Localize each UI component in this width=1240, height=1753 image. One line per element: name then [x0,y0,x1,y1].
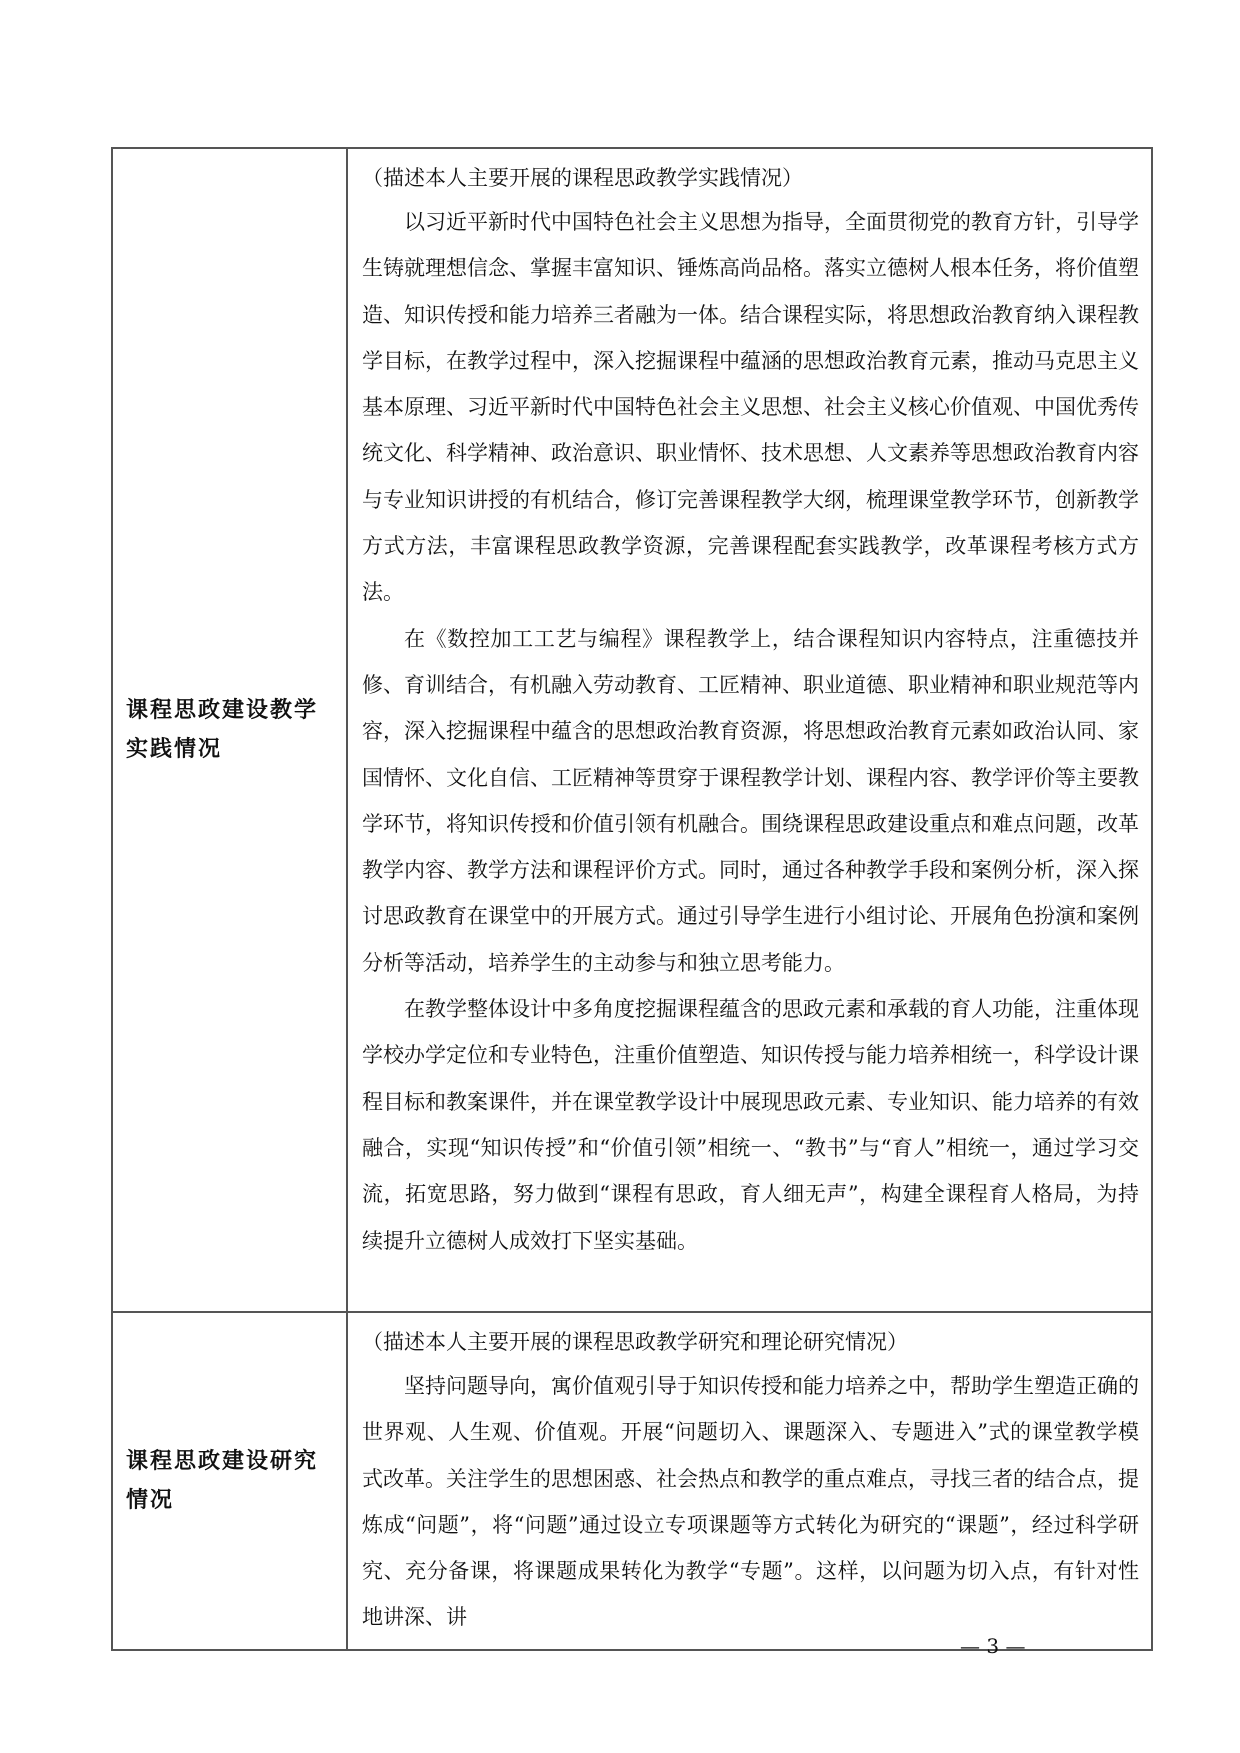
instruction-hint: （描述本人主要开展的课程思政教学研究和理论研究情况） [362,1330,908,1354]
row-label-research: 课程思政建设研究情况 [126,1449,319,1513]
paragraph-1: 坚持问题导向，寓价值观引导于知识传授和能力培养之中，帮助学生塑造正确的世界观、人生观、价值观。开展“问题切入、课题深入、专题进入”式的课堂教学模式改革。关注学生的思想困惑、社会热点和教学的重点难点，寻找三者的结合点，提炼成“问题”，将“问题”通过设立专项课题等方式转化为研究的“课题”，经过科学研究、充分备课，将课题成果转化为教学“专题”。这样，以问题为切入点，有针对性地讲深、讲 [362,1374,1139,1630]
page-number: — 3 — [960,1634,1026,1658]
row-label-teaching-practice: 课程思政建设教学实践情况 [126,698,319,762]
paragraph-2: 在《数控加工工艺与编程》课程教学上，结合课程知识内容特点，注重德技并修、育训结合，有机融入劳动教育、工匠精神、职业道德、职业精神和职业规范等内容，深入挖掘课程中蕴含的思想政治教育资源，将思想政治教育元素如政治认同、家国情怀、文化自信、工匠精神等贯穿于课程教学计划、课程内容、教学评价等主要教学环节，将知识传授和价值引领有机融合。围绕课程思政建设重点和难点问题，改革教学内容、教学方法和课程评价方式。同时，通过各种教学手段和案例分析，深入探讨思政教育在课堂中的开展方式。通过引导学生进行小组讨论、开展角色扮演和案例分析等活动，培养学生的主动参与和独立思考能力。 [362,626,1139,975]
row-content-cell [347,1312,1152,1650]
instruction-hint: （描述本人主要开展的课程思政教学实践情况） [362,166,803,190]
application-form-table [111,147,1153,1651]
table-row-research [112,1312,1152,1650]
row-label-cell [112,148,347,1312]
row-label-cell [112,1312,347,1650]
table-row-teaching-practice [112,148,1152,1312]
paragraph-1: 以习近平新时代中国特色社会主义思想为指导，全面贯彻党的教育方针，引导学生铸就理想信念、掌握丰富知识、锤炼高尚品格。落实立德树人根本任务，将价值塑造、知识传授和能力培养三者融为一体。结合课程实际，将思想政治教育纳入课程教学目标，在教学过程中，深入挖掘课程中蕴涵的思想政治教育元素，推动马克思主义基本原理、习近平新时代中国特色社会主义思想、社会主义核心价值观、中国优秀传统文化、科学精神、政治意识、职业情怀、技术思想、人文素养等思想政治教育内容与专业知识讲授的有机结合，修订完善课程教学大纲，梳理课堂教学环节，创新教学方式方法，丰富课程思政教学资源，完善课程配套实践教学，改革课程考核方式方法。 [362,210,1139,605]
content-clip [362,1323,1139,1635]
paragraph-3: 在教学整体设计中多角度挖掘课程蕴含的思政元素和承载的育人功能，注重体现学校办学定位和专业特色，注重价值塑造、知识传授与能力培养相统一，科学设计课程目标和教案课件，并在课堂教学设计中展现思政元素、专业知识、能力培养的有效融合，实现“知识传授”和“价值引领”相统一、“教书”与“育人”相统一，通过学习交流，拓宽思路，努力做到“课程有思政，育人细无声”，构建全课程育人格局，为持续提升立德树人成效打下坚实基础。 [362,997,1139,1253]
row-content-cell [347,148,1152,1312]
